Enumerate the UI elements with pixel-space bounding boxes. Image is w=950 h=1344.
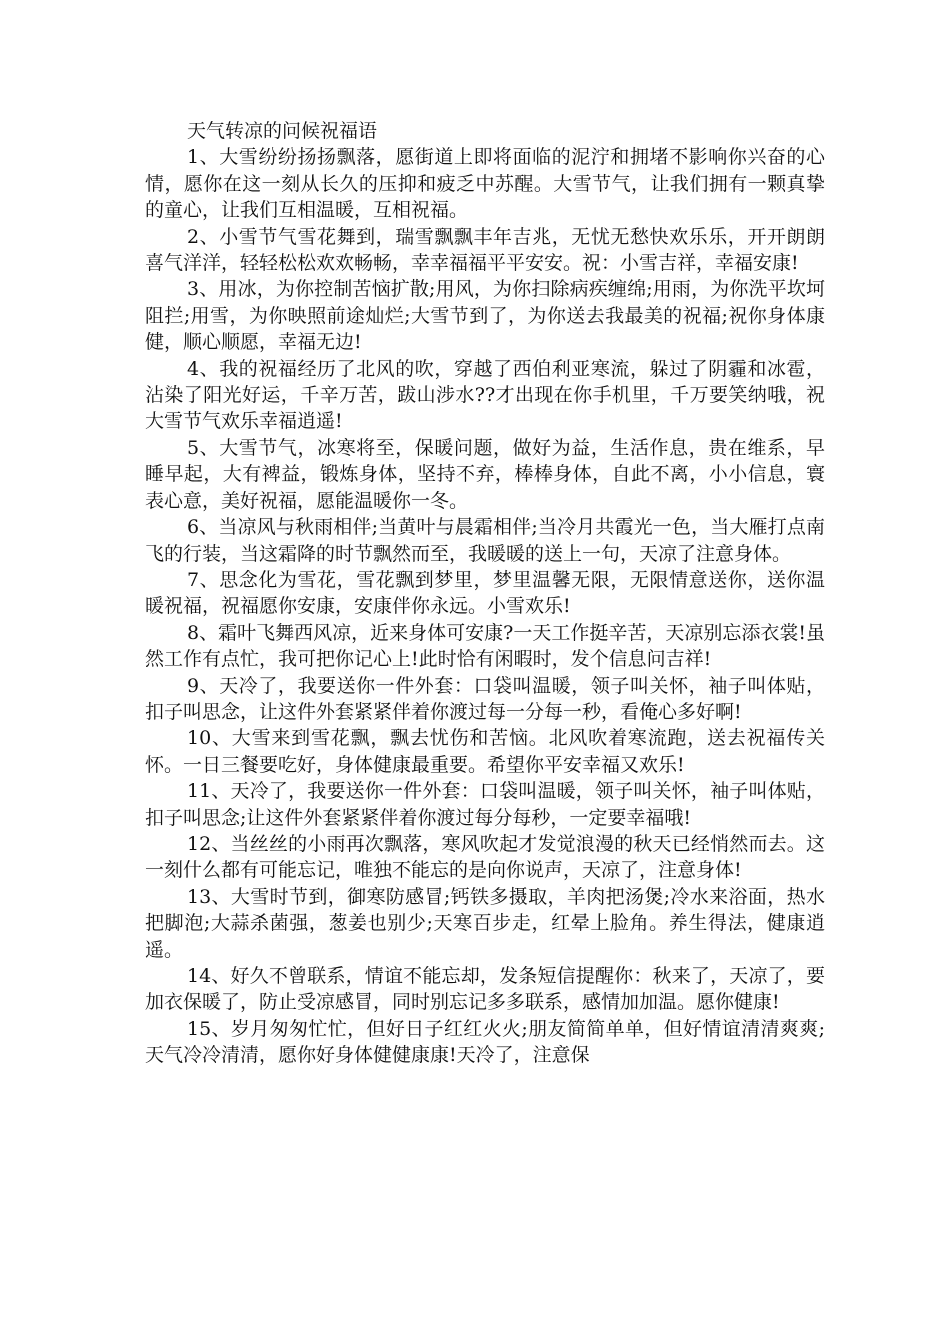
paragraph-5: 5、大雪节气，冰寒将至，保暖问题，做好为益，生活作息，贵在维系，早睡早起，大有裨益，锻炼身体，坚持不弃，棒棒身体，自此不离，小小信息，寰表心意，美好祝福，愿能温暖你一冬。 [145,436,825,512]
paragraph-6: 6、当凉风与秋雨相伴;当黄叶与晨霜相伴;当冷月共霞光一色，当大雁打点南飞的行装，当这霜降的时节飘然而至，我暖暖的送上一句，天凉了注意身体。 [145,516,825,565]
paragraph-13: 13、大雪时节到，御寒防感冒;钙铁多摄取，羊肉把汤煲;冷水来浴面，热水把脚泡;大蒜杀菌强，葱姜也别少;天寒百步走，红晕上脸角。养生得法，健康逍遥。 [145,885,825,961]
paragraph-11: 11、天冷了，我要送你一件外套：口袋叫温暖，领子叫关怀，袖子叫体贴，扣子叫思念;让这件外套紧紧伴着你渡过每分每秒，一定要幸福哦! [145,780,825,829]
paragraph-3: 3、用冰，为你控制苦恼扩散;用风，为你扫除病疾缠绵;用雨，为你洗平坎坷阻拦;用雪，为你映照前途灿烂;大雪节到了，为你送去我最美的祝福;祝你身体康健，顺心顺愿，幸福无边! [145,278,825,354]
paragraph-12: 12、当丝丝的小雨再次飘落，寒风吹起才发觉浪漫的秋天已经悄然而去。这一刻什么都有可能忘记，唯独不能忘的是向你说声，天凉了，注意身体! [145,832,825,882]
paragraph-4: 4、我的祝福经历了北风的吹，穿越了西伯利亚寒流，躲过了阴霾和冰雹，沾染了阳光好运，千辛万苦，跋山涉水??才出现在你手机里，千万要笑纳哦，祝大雪节气欢乐幸福逍遥! [145,357,825,433]
paragraph-8: 8、霜叶飞舞西风凉，近来身体可安康?一天工作挺辛苦，天凉别忘添衣裳!虽然工作有点忙，我可把你记心上!此时恰有闲暇时，发个信息问吉祥! [145,621,825,671]
paragraph-10: 10、大雪来到雪花飘，飘去忧伤和苦恼。北风吹着寒流跑，送去祝福传关怀。一日三餐要吃好，身体健康最重要。希望你平安幸福又欢乐! [145,727,825,776]
document-page [145,118,825,1069]
paragraph-1: 1、大雪纷纷扬扬飘落，愿街道上即将面临的泥泞和拥堵不影响你兴奋的心情，愿你在这一刻从长久的压抑和疲乏中苏醒。大雪节气，让我们拥有一颗真挚的童心，让我们互相温暖，互相祝福。 [145,146,825,222]
paragraph-15: 15、岁月匆匆忙忙，但好日子红红火火;朋友简简单单，但好情谊清清爽爽;天气冷冷清清，愿你好身体健健康康!天冷了，注意保 [145,1017,825,1067]
paragraph-14: 14、好久不曾联系，情谊不能忘却，发条短信提醒你：秋来了，天凉了，要加衣保暖了，防止受凉感冒，同时别忘记多多联系，感情加加温。愿你健康! [145,965,825,1014]
paragraph-2: 2、小雪节气雪花舞到，瑞雪飘飘丰年吉兆，无忧无愁快欢乐乐，开开朗朗喜气洋洋，轻轻松松欢欢畅畅，幸幸福福平平安安。祝：小雪吉祥，幸福安康! [145,225,825,275]
paragraph-7: 7、思念化为雪花，雪花飘到梦里，梦里温馨无限，无限情意送你，送你温暖祝福，祝福愿你安康，安康伴你永远。小雪欢乐! [145,568,825,618]
document-title: 天气转凉的问候祝福语 [187,120,378,142]
paragraph-9: 9、天冷了，我要送你一件外套：口袋叫温暖，领子叫关怀，袖子叫体贴，扣子叫思念，让这件外套紧紧伴着你渡过每一分每一秒，看俺心多好啊! [145,674,825,723]
